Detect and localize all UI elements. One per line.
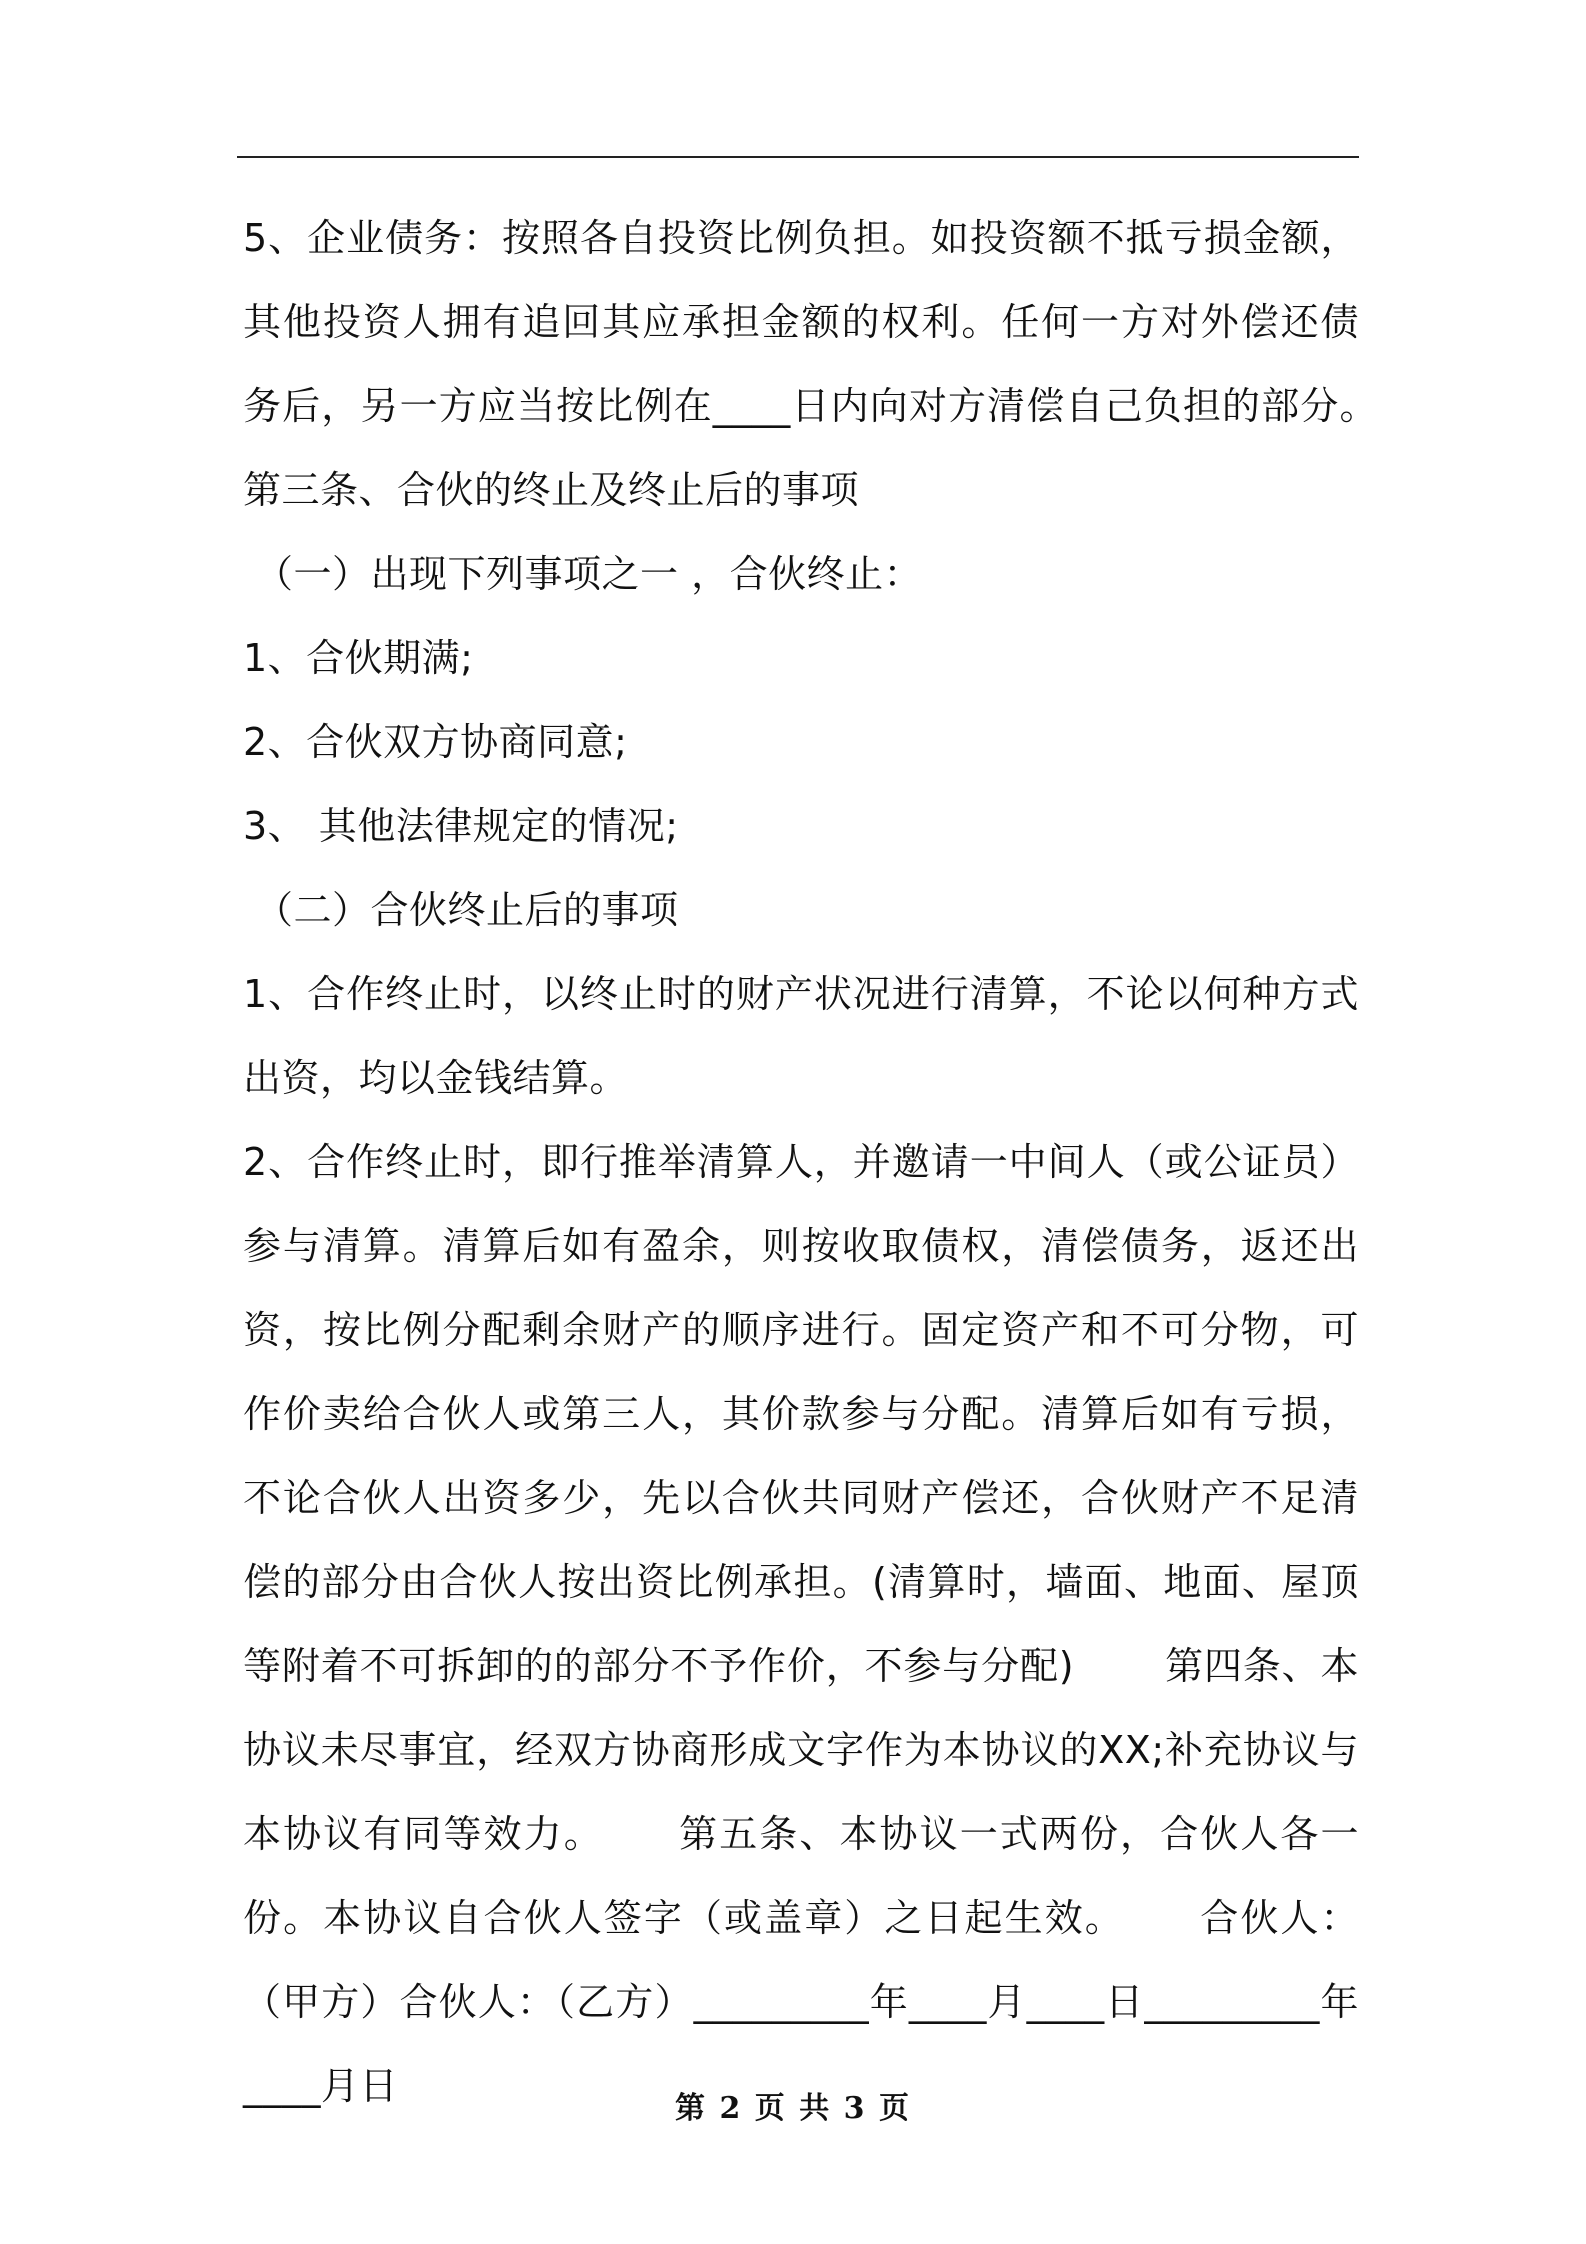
paragraph-debt-clause: 5、企业债务：按照各自投资比例负担。如投资额不抵亏损金额，其他投资人拥有追回其应承担金额的权利。任何一方对外偿还债务后，另一方应当按比例在____日内向对方清偿自己负担的部分。 第三条、合伙的终止及终止后的事项 — [243, 216, 1449, 512]
paragraph-post-termination-heading: （二）合伙终止后的事项 — [255, 888, 679, 932]
paragraph-mutual-agreement: 2、合伙双方协商同意; — [243, 720, 628, 764]
paragraph-term-expiry: 1、合伙期满; — [243, 636, 474, 680]
header-divider — [237, 156, 1359, 158]
paragraph-legal-provisions: 3、 其他法律规定的情况; — [243, 804, 679, 848]
paragraph-liquidation-and-signatures: 2、合作终止时，即行推举清算人，并邀请一中间人（或公证员）参与清算。清算后如有盈余，则按收取债权，清偿债务，返还出资，按比例分配剩余财产的顺序进行。固定资产和不可分物，可作价卖给合伙人或第三人，其价款参与分配。清算后如有亏损，不论合伙人出资多少，先以合伙共同财产偿还，合伙财产不足清偿的部分由合伙人按出资比例承担。(清算时，墙面、地面、屋顶等附着不可拆卸的的部分不予作价，不参与分配) 第四条、本协议未尽事宜，经双方协商形成文字作为本协议的XX;补充协议与本协议有同等效力。 第五条、本协议一式两份，合伙人各一份。本协议自合伙人签字（或盖章）之日起生效。 合伙人：（甲方）合伙人：（乙方）_________年____月____日_________年____月日 — [243, 1140, 1359, 2108]
document-body — [243, 196, 1449, 2128]
page-number-footer: 第 2 页 共 3 页 — [675, 2091, 911, 2126]
paragraph-settlement: 1、合作终止时，以终止时的财产状况进行清算，不论以何种方式出资，均以金钱结算。 — [243, 972, 1359, 1100]
paragraph-termination-conditions-heading: （一）出现下列事项之一 ，合伙终止： — [255, 552, 923, 596]
